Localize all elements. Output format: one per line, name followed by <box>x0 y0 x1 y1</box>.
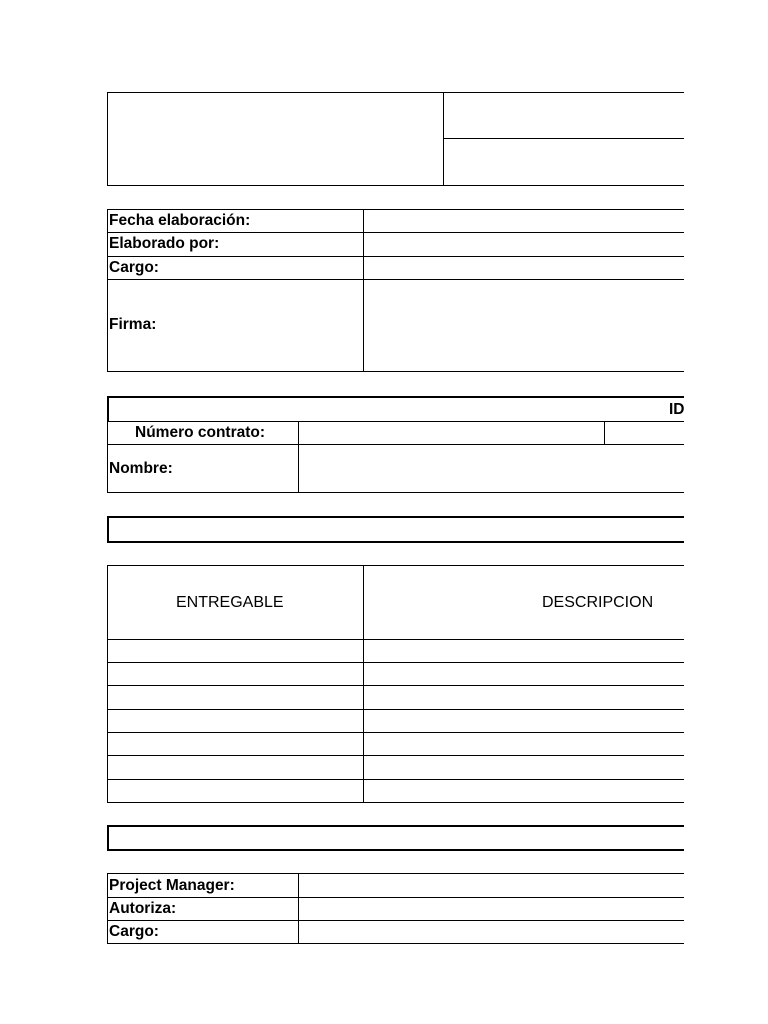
fecha-label: Fecha elaboración: <box>109 212 251 229</box>
approval-cargo-label: Cargo: <box>109 923 159 940</box>
nombre-label: Nombre: <box>109 460 173 477</box>
col-descripcion-header: DESCRIPCION <box>542 594 654 611</box>
elaborado-label: Elaborado por: <box>109 235 220 252</box>
col-entregable-header: ENTREGABLE <box>176 594 284 611</box>
firma-label: Firma: <box>109 316 157 333</box>
id-label: ID <box>669 401 684 418</box>
autoriza-label: Autoriza: <box>109 900 177 917</box>
numero-contrato-label: Número contrato: <box>135 424 266 441</box>
project-manager-label: Project Manager: <box>109 877 235 894</box>
cargo-label: Cargo: <box>109 259 159 276</box>
